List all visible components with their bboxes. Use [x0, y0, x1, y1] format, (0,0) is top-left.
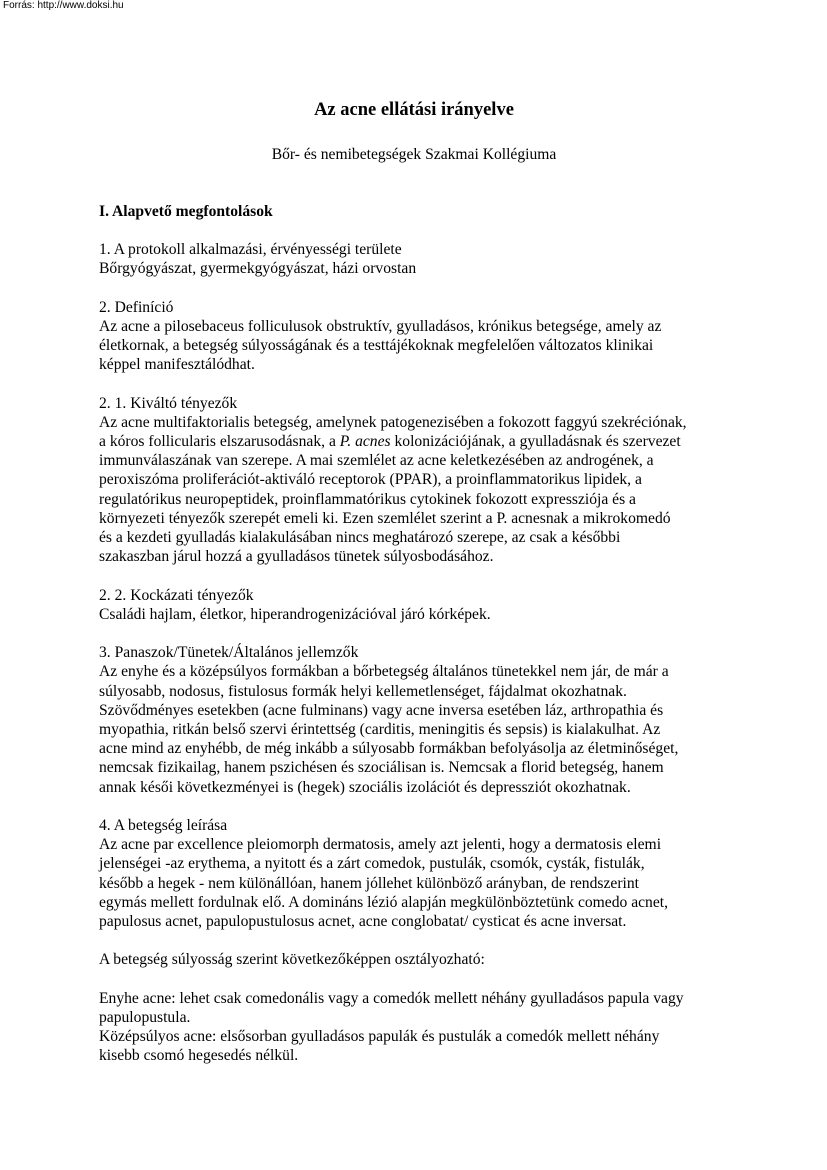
paragraph-line: peroxiszóma proliferációt-aktiváló receptorok (PPAR), a proinflammatorikus lipidek, a — [99, 471, 642, 489]
paragraph-line: A betegség súlyosság szerint következőképpen osztályozható: — [99, 951, 485, 969]
paragraph-line: kisebb csomó hegesedés nélkül. — [99, 1047, 299, 1065]
paragraph-line: Családi hajlam, életkor, hiperandrogenizációval járó kórképek. — [99, 605, 491, 623]
paragraph-line: jelenségei -az erythema, a nyitott és a zárt comedok, pustulák, csomók, cysták, fistulák, — [99, 855, 645, 873]
paragraph-heading: 2. Definíció — [99, 298, 174, 316]
paragraph-line: papulopustula. — [99, 1009, 191, 1027]
paragraph-heading: 3. Panaszok/Tünetek/Általános jellemzők — [99, 644, 359, 662]
paragraph-heading: 2. 2. Kockázati tényezők — [99, 586, 254, 604]
paragraph-line: egymás mellett fordulnak elő. A domináns lézió alapján megkülönböztetünk comedo acnet, — [99, 893, 669, 911]
document-title: Az acne ellátási irányelve — [314, 100, 514, 120]
paragraph-heading: 1. A protokoll alkalmazási, érvényességi területe — [99, 241, 402, 258]
paragraph-line: Enyhe acne: lehet csak comedonális vagy a comedók mellett néhány gyulladásos papula vagy — [99, 989, 684, 1007]
paragraph-block — [99, 240, 739, 278]
paragraph-block — [99, 586, 739, 624]
paragraph-block — [99, 816, 739, 931]
document-subtitle: Bőr- és nemibetegségek Szakmai Kollégiuma — [271, 146, 557, 163]
paragraph-line: Az acne multifaktorialis betegség, amelynek patogenezisében a fokozott faggyú szekréciónak, — [99, 413, 687, 431]
source-label: Forrás: http://www.doksi.hu — [3, 0, 124, 11]
paragraph-line: a kóros follicularis elszarusodásnak, a P. acnes kolonizációjának, a gyulladásnak és szervezet — [99, 433, 681, 450]
paragraph-line: Bőrgyógyászat, gyermekgyógyászat, házi orvostan — [99, 260, 417, 278]
paragraph-line: acne mind az enyhébb, de még inkább a súlyosabb formákban befolyásolja az életminőséget, — [99, 740, 679, 758]
section-heading: I. Alapvető megfontolások — [99, 203, 273, 220]
paragraph-line: regulatórikus neuropeptidek, proinflammatórikus cytokinek fokozott expressziója és a — [99, 490, 636, 508]
paragraph-line: Középsúlyos acne: elsősorban gyulladásos papulák és pustulák a comedók mellett néhány — [99, 1028, 660, 1046]
paragraph-line: szakaszban járul hozzá a gyulladásos tünetek súlyosbodásához. — [99, 548, 494, 566]
paragraph-line: immunválaszának van szerepe. A mai szemlélet az acne keletkezésében az androgének, a — [99, 452, 654, 470]
paragraph-line: Az acne a pilosebaceus folliculusok obstruktív, gyulladásos, krónikus betegsége, amely az — [99, 317, 662, 335]
paragraph-block — [99, 950, 739, 969]
paragraph-line: környezeti tényezők szerepét emeli ki. Ezen szemlélet szerint a P. acnesnak a mikrokomedó — [99, 509, 671, 527]
paragraph-line: annak késői következményei is (hegek) szociális izolációt és depressziót okozhatnak. — [99, 778, 631, 796]
paragraph-line: életkornak, a betegség súlyosságának és a testtájékoknak megfelelően változatos klinikai — [99, 337, 654, 354]
paragraph-line: papulosus acnet, papulopustulosus acnet, acne conglobatat/ cysticat és acne inversat. — [99, 913, 627, 931]
paragraph-line: myopathia, ritkán belső szervi érintettség (carditis, meningitis és sepsis) is kialakulhat. Az — [99, 721, 661, 739]
paragraph-line: nemcsak fizikailag, hanem pszichésen és szociálisan is. Nemcsak a florid betegség, hanem — [99, 759, 664, 777]
paragraph-block — [99, 989, 739, 1066]
paragraph-line: súlyosabb, nodosus, fistulosus formák helyi kellemetlenséget, fájdalmat okozhatnak. — [99, 682, 627, 700]
paragraph-heading: 4. A betegség leírása — [99, 817, 228, 835]
paragraph-heading: 2. 1. Kiváltó tényezők — [99, 394, 238, 412]
paragraph-line: és a kezdeti gyulladás kialakulásában nincs meghatározó szerepe, az csak a későbbi — [99, 529, 621, 547]
paragraph-line: Az enyhe és a középsúlyos formákban a bőrbetegség általános tünetekkel nem jár, de már a — [99, 663, 669, 681]
document-body — [99, 240, 739, 1085]
paragraph-line: Szövődményes esetekben (acne fulminans) vagy acne inversa esetében láz, arthropathia és — [99, 701, 664, 719]
paragraph-block — [99, 643, 739, 797]
paragraph-block — [99, 394, 739, 567]
paragraph-line: képpel manifesztálódhat. — [99, 356, 255, 374]
paragraph-line: Az acne par excellence pleiomorph dermatosis, amely azt jelenti, hogy a dermatosis elemi — [99, 836, 662, 854]
paragraph-block — [99, 298, 739, 375]
paragraph-line: később a hegek - nem különállóan, hanem jóllehet különböző arányban, de rendszerint — [99, 874, 639, 892]
